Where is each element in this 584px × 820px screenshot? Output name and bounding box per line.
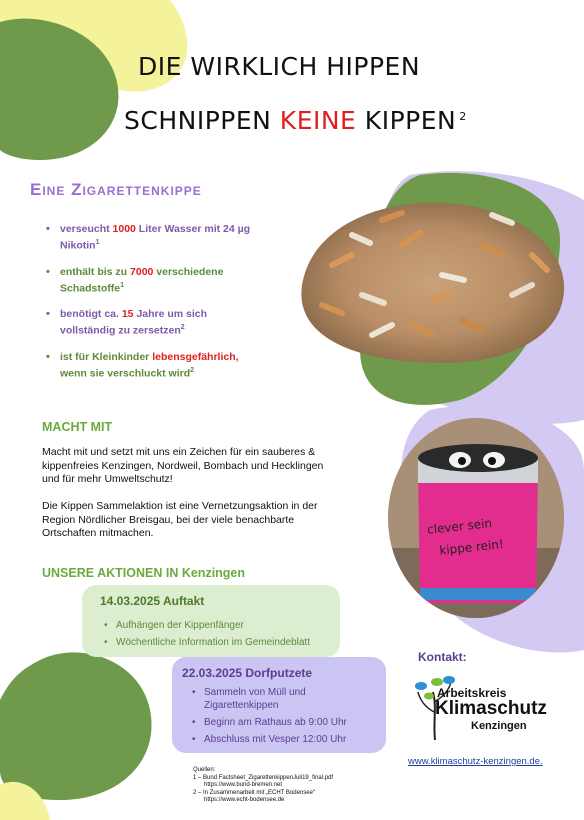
kontakt-label: Kontakt:	[418, 650, 467, 664]
fact-item: • benötigt ca. 15 Jahre um sich vollständig zu zersetzen$^2$	[46, 307, 296, 338]
green-blob-bottom	[0, 652, 152, 800]
can-photo	[388, 418, 564, 618]
action-item: • Aufhängen der Kippenfänger	[104, 619, 310, 632]
klimaschutz-logo: Arbeitskreis Klimaschutz Kenzingen	[415, 672, 550, 742]
cigarette-butts-picture	[292, 185, 572, 370]
facts-heading: Eine Zigarettenkippe	[30, 180, 202, 199]
action-box-dorfputzete-list	[192, 682, 367, 746]
action-item: • Wöchentliche Information im Gemeindeblatt	[104, 636, 310, 649]
action-box-auftakt-title: 14.03.2025 Auftakt	[100, 594, 205, 608]
fact-item: • verseucht 1000 Liter Wasser mit 24 µg Nikotin$^1$	[46, 222, 296, 253]
machtmit-paragraph-2: Die Kippen Sammelaktion ist eine Vernetzungsaktion in der Region Nördlicher Breisgau, bei der viele benachbarte Ortschaften mitmachen.	[42, 500, 318, 539]
action-box-auftakt-list	[104, 615, 310, 649]
facts-list	[46, 222, 296, 392]
fact-item: • ist für Kleinkinder lebensgefährlich, wenn sie verschluckt wird$^2$	[46, 350, 296, 381]
aktionen-heading: UNSERE AKTIONEN IN Kenzingen	[42, 566, 246, 580]
title-line-2: SCHNIPPEN KEINE KIPPEN $^2$	[124, 106, 467, 135]
fact-item: • enthält bis zu 7000 verschiedene Schadstoffe$^1$	[46, 265, 296, 296]
title-highlight: KEINE	[279, 106, 357, 135]
action-item: • Sammeln von Müll und Zigarettenkippen	[192, 686, 367, 712]
action-box-auftakt	[82, 585, 340, 657]
website-link[interactable]: www.klimaschutz-kenzingen.de.	[408, 756, 543, 767]
action-item: • Beginn am Rathaus ab 9:00 Uhr	[192, 716, 367, 729]
can-slogan: clever sein kippe rein!	[426, 516, 505, 558]
action-box-dorfputzete-title: 22.03.2025 Dorfputzete	[182, 666, 313, 680]
machtmit-heading: MACHT MIT	[42, 420, 113, 434]
action-box-dorfputzete	[172, 657, 386, 753]
machtmit-paragraph-1: Macht mit und setzt mit uns ein Zeichen für ein sauberes & kippenfreies Kenzingen, Nordweil, Bombach und Hecklingen und für mehr Umweltschutz!	[42, 446, 324, 485]
sources-block: Quellen: 1 – Bund Factsheet_ZigarettenkippenJuli19_final.pdf https://www.bund-bremen.net 2 – In Zusammenarbeit mit „ECHT Bodensee“ https://www.echt-bodensee.de	[193, 767, 334, 803]
title-line-1: DIE WIRKLICH HIPPEN	[138, 52, 421, 81]
action-item: • Abschluss mit Vesper 12:00 Uhr	[192, 733, 367, 746]
